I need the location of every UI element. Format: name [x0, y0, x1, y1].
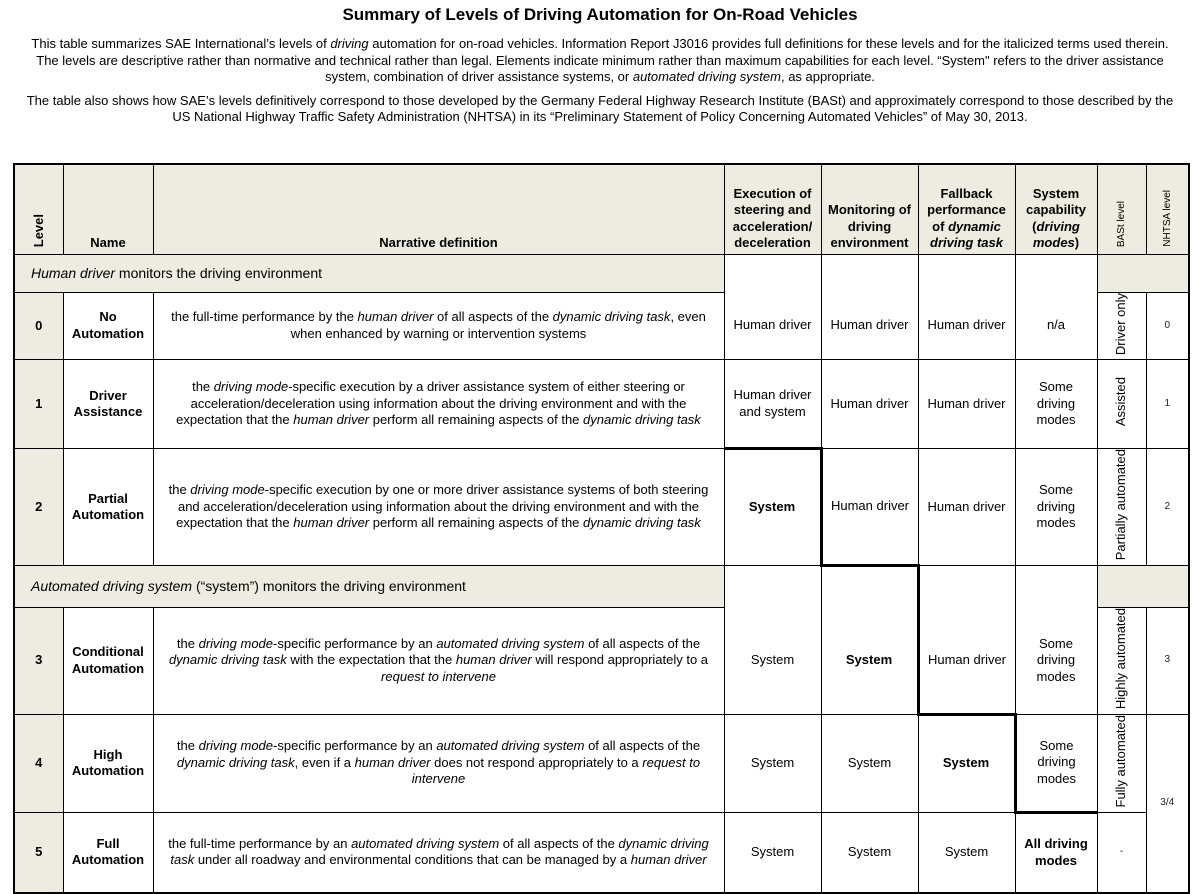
section-row-automated — [14, 565, 1189, 607]
bast-cell: Assisted — [1097, 360, 1146, 449]
bast-cell: - — [1097, 812, 1146, 893]
header-fallback: Fallback performance of dynamic driving task — [918, 164, 1015, 254]
execution-cell: Human driver and system — [724, 360, 821, 449]
execution-cell: System — [724, 607, 821, 714]
monitoring-cell: Human driver — [821, 360, 918, 449]
header-narrative: Narrative definition — [153, 164, 724, 254]
intro-paragraph-2: The table also shows how SAE’s levels definitively correspond to those developed by the Germany Federal Highway Research Institute (BASt) and approximately correspond to those described by the US National Highway Traffic Safety Administration (NHTSA) in its “Preliminary Statement of Policy Concerning Automated Vehicles” of May 30, 2013. — [26, 92, 1174, 124]
level-number: 0 — [14, 292, 63, 360]
capability-cell: Some driving modes — [1015, 449, 1097, 566]
table-row — [14, 292, 1189, 360]
fallback-cell: Human driver — [918, 449, 1015, 566]
level-number: 4 — [14, 714, 63, 812]
level-number: 2 — [14, 449, 63, 566]
capability-cell: Some driving modes — [1015, 714, 1097, 812]
level-number: 5 — [14, 812, 63, 893]
capability-cell: Some driving modes — [1015, 360, 1097, 449]
fallback-cell: Human driver — [918, 292, 1015, 360]
bast-cell: Driver only — [1097, 292, 1146, 360]
level-name: Conditional Automation — [63, 607, 153, 714]
level-name: Partial Automation — [63, 449, 153, 566]
table-row — [14, 812, 1189, 893]
level-definition: the full-time performance by an automated driving system of all aspects of the dynamic driving task under all roadway and environmental conditions that can be managed by a human driver — [153, 812, 724, 893]
nhtsa-cell: 0 — [1146, 292, 1189, 360]
nhtsa-cell: 3 — [1146, 607, 1189, 714]
section-automated-label: Automated driving system (“system”) monitors the driving environment — [14, 565, 724, 607]
intro-paragraph-1: This table summarizes SAE International’s levels of driving automation for on-road vehicles. Information Report J3016 provides full definitions for these levels and for the italicized terms used therein. The levels are descriptive rather than normative and technical rather than legal. Elements indicate minimum rather than maximum capabilities for each level. “System" refers to the driver assistance system, combination of driver assistance systems, or automated driving system, as appropriate. — [31, 36, 1169, 84]
level-definition: the driving mode-specific execution by one or more driver assistance systems of both steering and acceleration/deceleration using information about the driving environment and with the expectation that the human driver perform all remaining aspects of the dynamic driving task — [153, 449, 724, 566]
bast-cell: Partially automated — [1097, 449, 1146, 566]
level-name: Driver Assistance — [63, 360, 153, 449]
header-name: Name — [63, 164, 153, 254]
page-title: Summary of Levels of Driving Automation for On-Road Vehicles — [342, 5, 858, 24]
header-bast: BASt level — [1097, 164, 1146, 254]
header-capability: System capability (driving modes) — [1015, 164, 1097, 254]
monitoring-cell: Human driver — [821, 449, 918, 566]
level-number: 3 — [14, 607, 63, 714]
nhtsa-cell: 1 — [1146, 360, 1189, 449]
capability-cell: n/a — [1015, 292, 1097, 360]
execution-cell: System — [724, 812, 821, 893]
header-level: Level — [14, 164, 63, 254]
capability-cell: Some driving modes — [1015, 607, 1097, 714]
fallback-cell: Human driver — [918, 607, 1015, 714]
execution-cell: System — [724, 714, 821, 812]
header-row — [14, 164, 1189, 254]
execution-cell: System — [724, 449, 821, 566]
bast-cell: Highly automated — [1097, 607, 1146, 714]
section-row-human — [14, 254, 1189, 292]
nhtsa-cell: 2 — [1146, 449, 1189, 566]
header-nhtsa: NHTSA level — [1146, 164, 1189, 254]
level-definition: the full-time performance by the human driver of all aspects of the dynamic driving task, even when enhanced by warning or intervention systems — [153, 292, 724, 360]
monitoring-cell: System — [821, 714, 918, 812]
monitoring-cell: Human driver — [821, 292, 918, 360]
table-row — [14, 714, 1189, 812]
monitoring-cell: System — [821, 607, 918, 714]
level-definition: the driving mode-specific performance by an automated driving system of all aspects of the dynamic driving task with the expectation that the human driver will respond appropriately to a request to intervene — [153, 607, 724, 714]
level-name: No Automation — [63, 292, 153, 360]
section-human-label: Human driver monitors the driving environment — [14, 254, 724, 292]
table-row — [14, 449, 1189, 566]
table-row — [14, 360, 1189, 449]
fallback-cell: System — [918, 714, 1015, 812]
fallback-cell: System — [918, 812, 1015, 893]
table-row — [14, 607, 1189, 714]
level-definition: the driving mode-specific performance by an automated driving system of all aspects of the dynamic driving task, even if a human driver does not respond appropriately to a request to intervene — [153, 714, 724, 812]
capability-cell: All driving modes — [1015, 812, 1097, 893]
header-execution: Execution of steering and acceleration/ deceleration — [724, 164, 821, 254]
monitoring-cell: System — [821, 812, 918, 893]
automation-levels-table — [13, 163, 1190, 894]
execution-cell: Human driver — [724, 292, 821, 360]
level-definition: the driving mode-specific execution by a driver assistance system of either steering or acceleration/deceleration using information about the driving environment and with the expectation that the human driver perform all remaining aspects of the dynamic driving task — [153, 360, 724, 449]
level-name: Full Automation — [63, 812, 153, 893]
bast-cell: Fully automated — [1097, 714, 1146, 812]
fallback-cell: Human driver — [918, 360, 1015, 449]
level-number: 1 — [14, 360, 63, 449]
header-monitoring: Monitoring of driving environment — [821, 164, 918, 254]
level-name: High Automation — [63, 714, 153, 812]
nhtsa-cell: 3/4 — [1146, 714, 1189, 893]
intro-text — [20, 36, 1180, 126]
